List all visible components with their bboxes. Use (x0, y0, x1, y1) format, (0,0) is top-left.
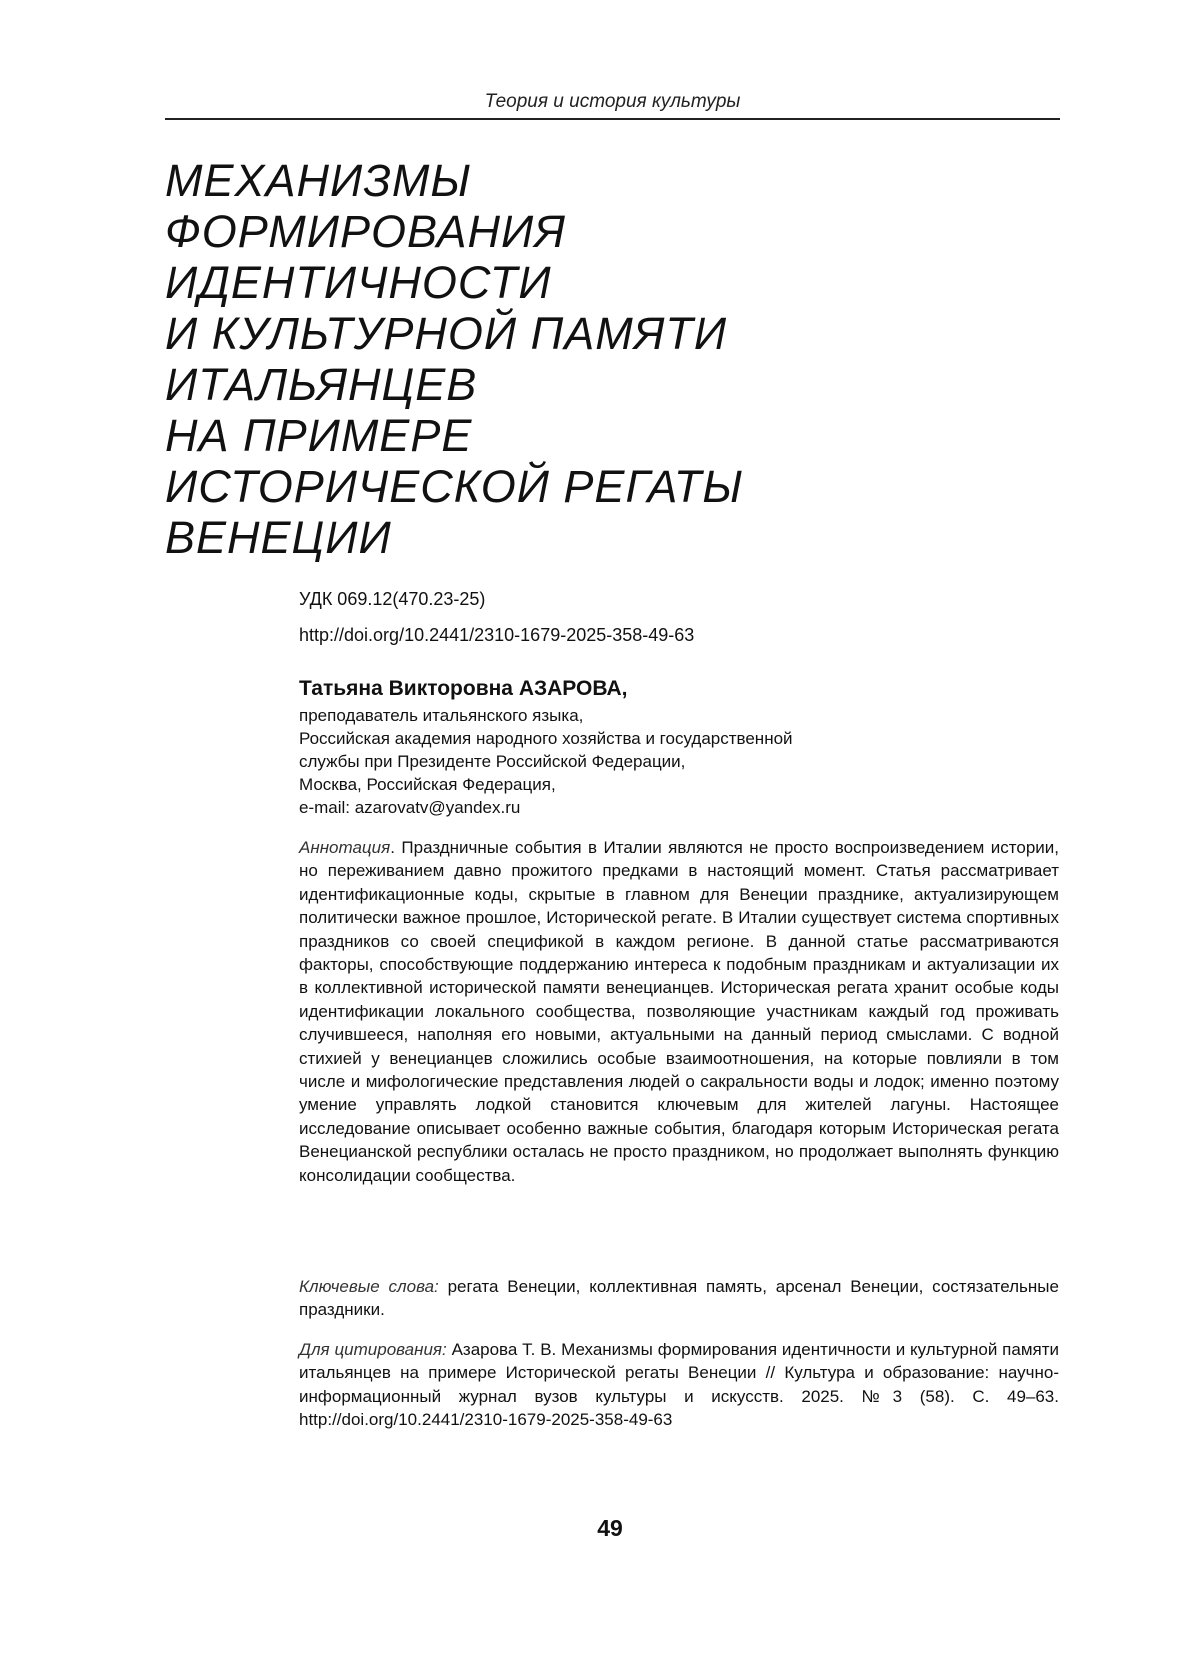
title-line: ИТАЛЬЯНЦЕВ (165, 359, 478, 410)
title-line: И КУЛЬТУРНОЙ ПАМЯТИ (165, 308, 728, 359)
keywords (299, 1275, 1059, 1322)
citation (299, 1338, 1059, 1432)
abstract-label: Аннотация (299, 838, 391, 857)
title-line: НА ПРИМЕРЕ (165, 410, 473, 461)
abstract-text: Праздничные события в Италии являются не просто воспроизведением истории, но переживанием давно прожитого предками в настоящий момент. Статья рассматривает идентификационные коды, скрытые в главном для Венеции празднике, актуализирующем политически важное прошлое, Исторической регате. В Италии существует система спортивных праздников со своей спецификой в каждом регионе. В данной статье рассматриваются факторы, способствующие поддержанию интереса к подобным праздникам и актуализации их в коллективной исторической памяти венецианцев. Историческая регата хранит особые коды идентификации локального сообщества, позволяющие участникам каждый год проживать случившееся, наполняя его новыми, актуальными на данный период смыслами. С водной стихией у венецианцев сложились особые взаимоотношения, на которые повлияли в том числе и мифологические представления людей о сакральности воды и лодок; именно поэтому умение управлять лодкой становится ключевым для жителей лагуны. Настоящее исследование описывает особенно важные события, благодаря которым Историческая регата Венецианской республики осталась не просто праздником, но продолжает выполнять функцию консолидации сообщества. (299, 838, 1059, 1185)
keywords-label: Ключевые слова: (299, 1277, 439, 1296)
running-head: Теория и история культуры (484, 91, 741, 112)
title-line: ИДЕНТИЧНОСТИ (165, 257, 552, 308)
keywords-text: регата Венеции, коллективная память, арсенал Венеции, состязательные праздники. (299, 1277, 1059, 1320)
author-position: преподаватель итальянского языка, (299, 706, 584, 725)
page-number: 49 (597, 1515, 623, 1541)
doi-link[interactable]: http://doi.org/10.2441/2310-1679-2025-358-49-63 (299, 625, 695, 645)
author-name: Татьяна Викторовна АЗАРОВА, (299, 677, 628, 700)
article-title (165, 155, 1045, 563)
udk-code: УДК 069.12(470.23-25) (299, 589, 486, 609)
author-location: Москва, Российская Федерация, (299, 775, 556, 794)
citation-text: Азарова Т. В. Механизмы формирования идентичности и культурной памяти итальянцев на примере Исторической регаты Венеции // Культура и образование: научно-информационный журнал вузов культуры и искусств. 2025. №3 (58). С. 49–63. http://doi.org/10.2441/2310-1679-2025-358-49-63 (299, 1340, 1059, 1430)
abstract: Аннотация. Праздничные события в Италии являются не просто воспроизведением истории, но переживанием давно прожитого предками в настоящий момент. Статья рассматривает идентификационные коды, скрытые в главном для Венеции празднике, актуализирующем политически важное прошлое, Исторической регате. В Италии существует система спортивных праздников со своей спецификой в каждом регионе. В данной статье рассматриваются факторы, способствующие поддержанию интереса к подобным праздникам и актуализации их в коллективной исторической памяти венецианцев. Историческая регата хранит особые коды идентификации локального сообщества, позволяющие участникам каждый год проживать случившееся, наполняя его новыми, актуальными на данный период смыслами. С водной стихией у венецианцев сложились особые взаимоотношения, на которые повлияли в том числе и мифологические представления людей о сакральности воды и лодок; именно поэтому умение управлять лодкой становится ключевым для жителей лагуны. Настоящее исследование описывает особенно важные события, благодаря которым Историческая регата Венецианской республики осталась не просто праздником, но продолжает выполнять функцию консолидации сообщества. (299, 838, 1059, 1185)
title-line: ФОРМИРОВАНИЯ (165, 206, 566, 257)
author-email[interactable]: e-mail: azarovatv@yandex.ru (299, 798, 521, 817)
title-line: ВЕНЕЦИИ (165, 512, 392, 563)
author-block (299, 676, 1059, 819)
title-line: МЕХАНИЗМЫ (165, 155, 472, 206)
citation-label: Для цитирования: (299, 1340, 447, 1359)
author-institution: Российская академия народного хозяйства и государственной (299, 729, 793, 748)
header-rule (165, 118, 1060, 120)
title-line: ИСТОРИЧЕСКОЙ РЕГАТЫ (165, 461, 744, 512)
author-institution-cont: службы при Президенте Российской Федерации, (299, 752, 686, 771)
